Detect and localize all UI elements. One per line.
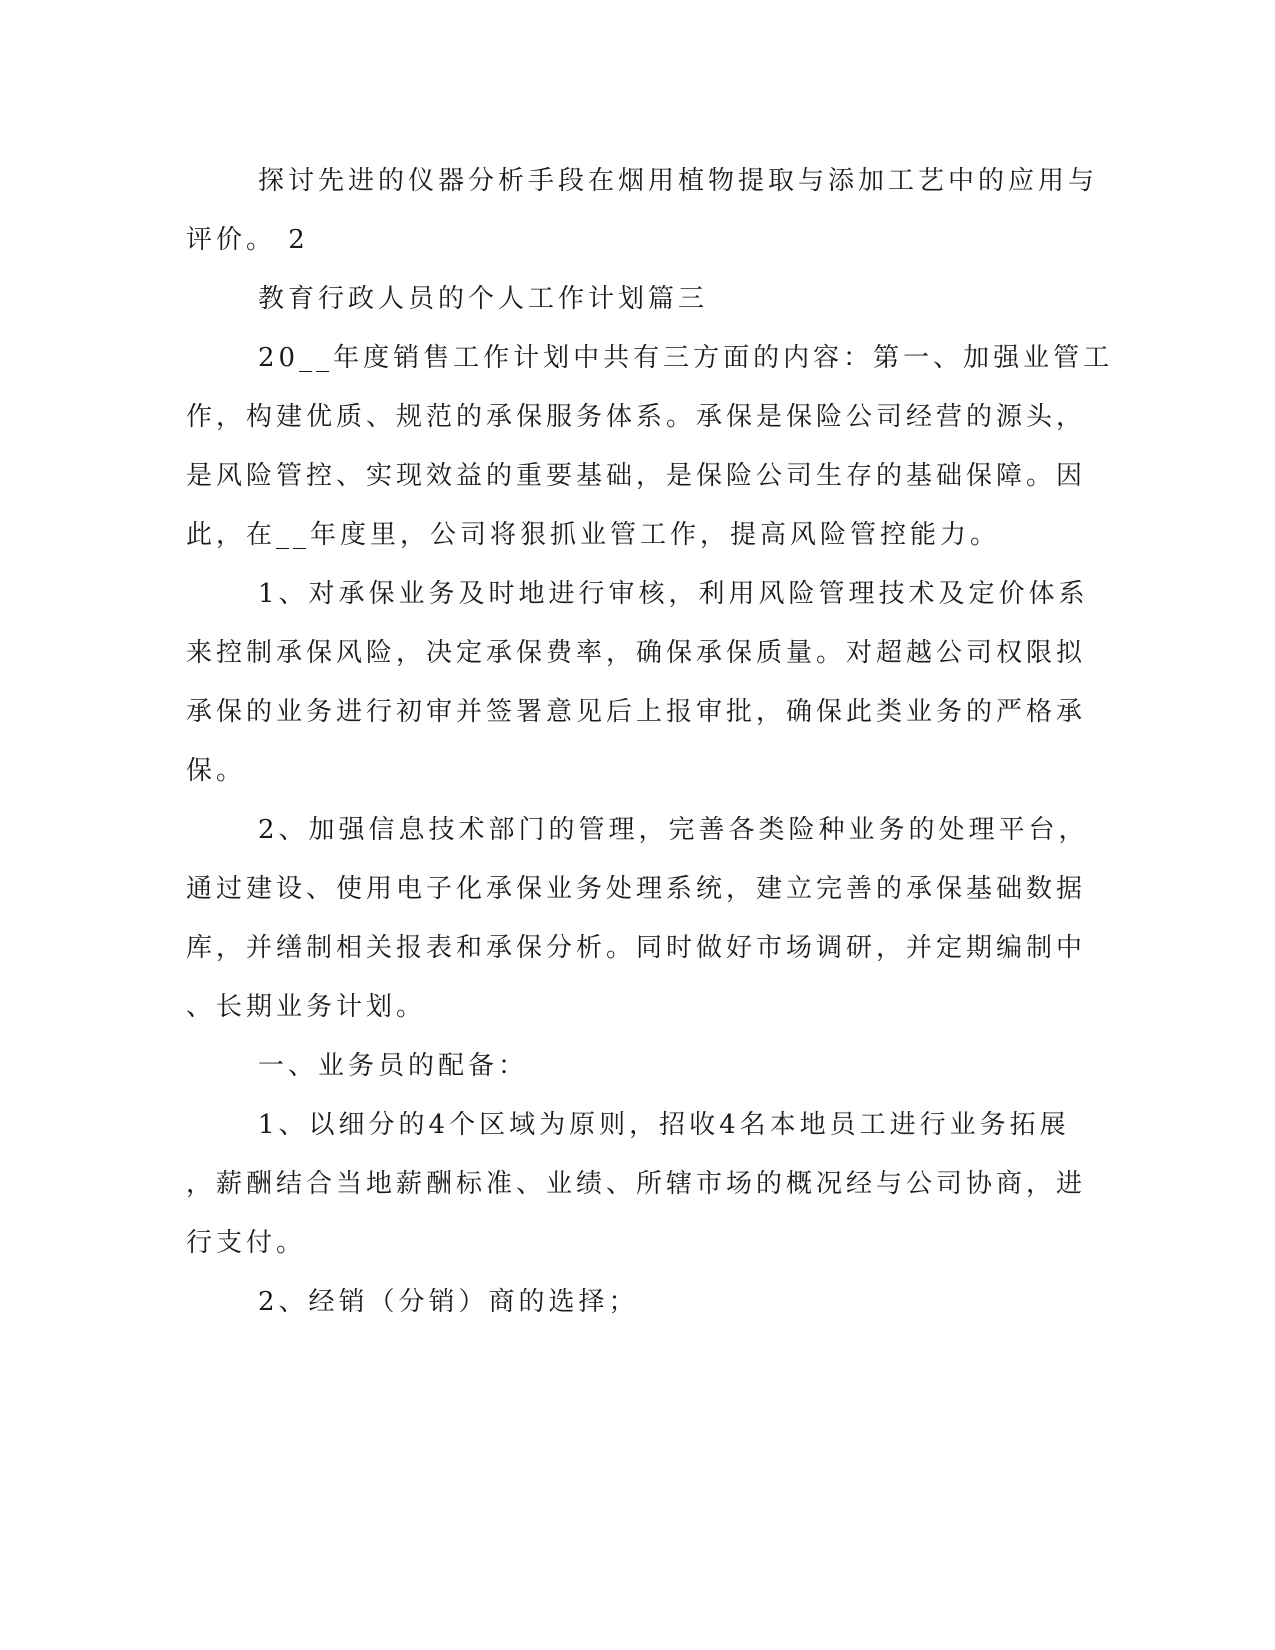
paragraph-line: 评价。 2 <box>186 225 309 255</box>
section-heading: 一、业务员的配备： <box>258 1051 529 1081</box>
paragraph-line: 20__年度销售工作计划中共有三方面的内容：第一、加强业管工 <box>258 343 1114 373</box>
paragraph-line: 行支付。 <box>186 1228 307 1258</box>
paragraph-line: 2、加强信息技术部门的管理，完善各类险种业务的处理平台， <box>258 815 1089 845</box>
paragraph-line: ，薪酬结合当地薪酬标准、业绩、所辖市场的概况经与公司协商，进 <box>186 1169 1087 1199</box>
paragraph-line: 承保的业务进行初审并签署意见后上报审批，确保此类业务的严格承 <box>186 697 1087 727</box>
paragraph-line: 、长期业务计划。 <box>186 992 427 1022</box>
paragraph-line: 作，构建优质、规范的承保服务体系。承保是保险公司经营的源头， <box>186 402 1087 432</box>
paragraph-line: 1、对承保业务及时地进行审核，利用风险管理技术及定价体系 <box>258 579 1089 609</box>
paragraph-line: 来控制承保风险，决定承保费率，确保承保质量。对超越公司权限拟 <box>186 638 1087 668</box>
section-heading: 教育行政人员的个人工作计划篇三 <box>258 284 709 314</box>
paragraph-line: 是风险管控、实现效益的重要基础，是保险公司生存的基础保障。因 <box>186 461 1087 491</box>
paragraph-line: 通过建设、使用电子化承保业务处理系统，建立完善的承保基础数据 <box>186 874 1087 904</box>
paragraph-line: 库，并缮制相关报表和承保分析。同时做好市场调研，并定期编制中 <box>186 933 1087 963</box>
paragraph-line: 保。 <box>186 756 247 786</box>
paragraph-line: 此，在__年度里，公司将狠抓业管工作，提高风险管控能力。 <box>186 520 1001 550</box>
paragraph-line: 探讨先进的仪器分析手段在烟用植物提取与添加工艺中的应用与 <box>258 166 1099 196</box>
paragraph-line: 2、经销（分销）商的选择； <box>258 1287 639 1317</box>
paragraph-line: 1、以细分的4个区域为原则，招收4名本地员工进行业务拓展 <box>258 1110 1070 1140</box>
